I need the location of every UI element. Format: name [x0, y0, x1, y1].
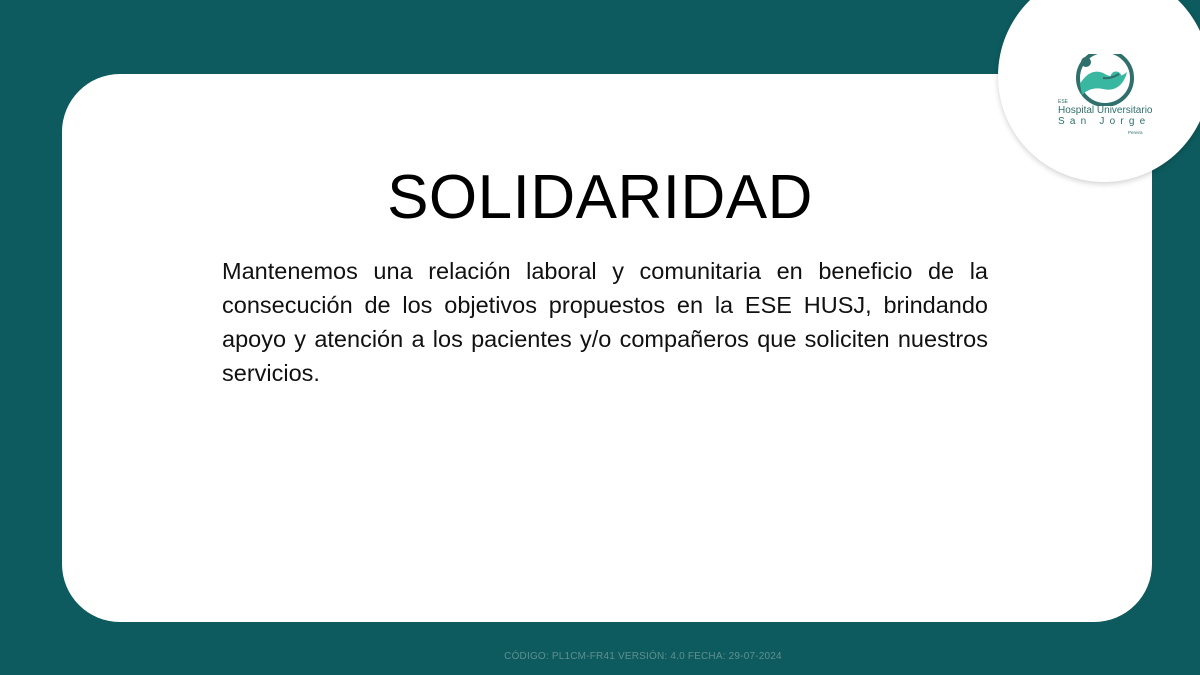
slide-title: SOLIDARIDAD	[387, 163, 813, 232]
hospital-logo-icon	[1072, 54, 1138, 106]
document-footer: CÓDIGO: PL1CM-FR41 VERSIÓN: 4.0 FECHA: 29-07-2024	[504, 651, 782, 662]
slide-body-text: Mantenemos una relación laboral y comunitaria en beneficio de la consecución de los objetivos propuestos en la ESE HUSJ, brindando apoyo y atención a los pacientes y/o compañeros que soliciten nuestros servicios.	[222, 258, 988, 386]
logo-name-line2: San Jorge	[1058, 116, 1151, 127]
logo-city: Pereira	[1128, 130, 1143, 135]
logo-prefix: ESE	[1058, 99, 1069, 105]
logo-name-line1: Hospital Universitario	[1058, 105, 1153, 116]
